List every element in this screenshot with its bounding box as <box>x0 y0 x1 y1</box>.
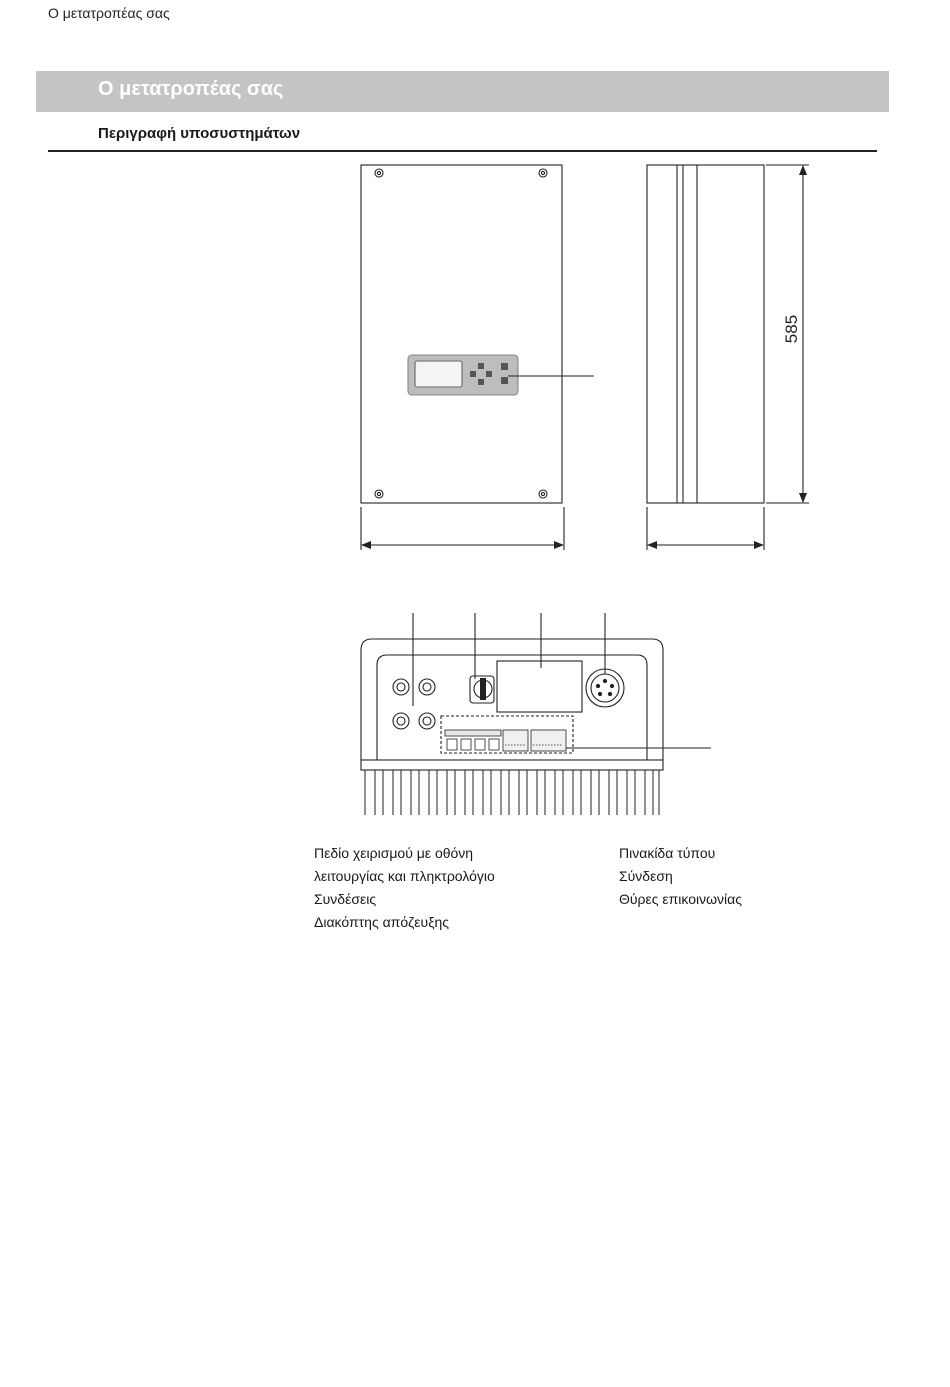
key-esc <box>501 363 508 370</box>
front-view <box>361 165 594 550</box>
key-left <box>470 371 476 377</box>
side-housing <box>647 165 764 503</box>
screw-icon <box>375 490 383 498</box>
legend-item: Συνδέσεις <box>314 891 377 907</box>
bottom-view <box>361 613 711 770</box>
dc-connector-icon <box>419 713 435 729</box>
legend-item: Σύνδεση <box>619 868 673 884</box>
screw-icon <box>539 169 547 177</box>
dc-connector-icon <box>393 713 409 729</box>
legend-item: Διακόπτης απόζευξης <box>314 914 449 930</box>
front-housing <box>361 165 562 503</box>
key-right <box>486 371 492 377</box>
dc-connector-icon <box>419 679 435 695</box>
display-screen <box>415 361 462 387</box>
legend-item: Πεδίο χειρισμού με οθόνη <box>314 845 474 861</box>
running-header: Ο μετατροπέας σας <box>48 5 170 21</box>
height-dimension-label: 585 <box>782 314 801 344</box>
screw-icon <box>539 490 547 498</box>
legend-left-column <box>314 842 495 934</box>
legend-item: Θύρες επικοινωνίας <box>619 891 743 907</box>
chapter-title: Ο μετατροπέας σας <box>98 78 284 100</box>
key-down <box>478 379 484 385</box>
key-enter <box>501 377 508 384</box>
key-up <box>478 363 484 369</box>
screw-icon <box>375 169 383 177</box>
ac-connector-icon <box>586 669 624 707</box>
legend-item: λειτουργίας και πληκτρολόγιο <box>314 868 495 884</box>
type-plate <box>497 661 582 712</box>
side-view <box>647 165 809 550</box>
control-panel <box>408 355 518 395</box>
heat-sink-base <box>361 760 663 770</box>
disconnect-switch-icon <box>470 676 494 703</box>
legend-right-column <box>619 842 742 911</box>
communication-ports <box>445 730 566 751</box>
legend-item: Πινακίδα τύπου <box>619 845 716 861</box>
section-title: Περιγραφή υποσυστημάτων <box>98 125 301 142</box>
dc-connector-icon <box>393 679 409 695</box>
heat-sink-fins <box>365 770 659 815</box>
